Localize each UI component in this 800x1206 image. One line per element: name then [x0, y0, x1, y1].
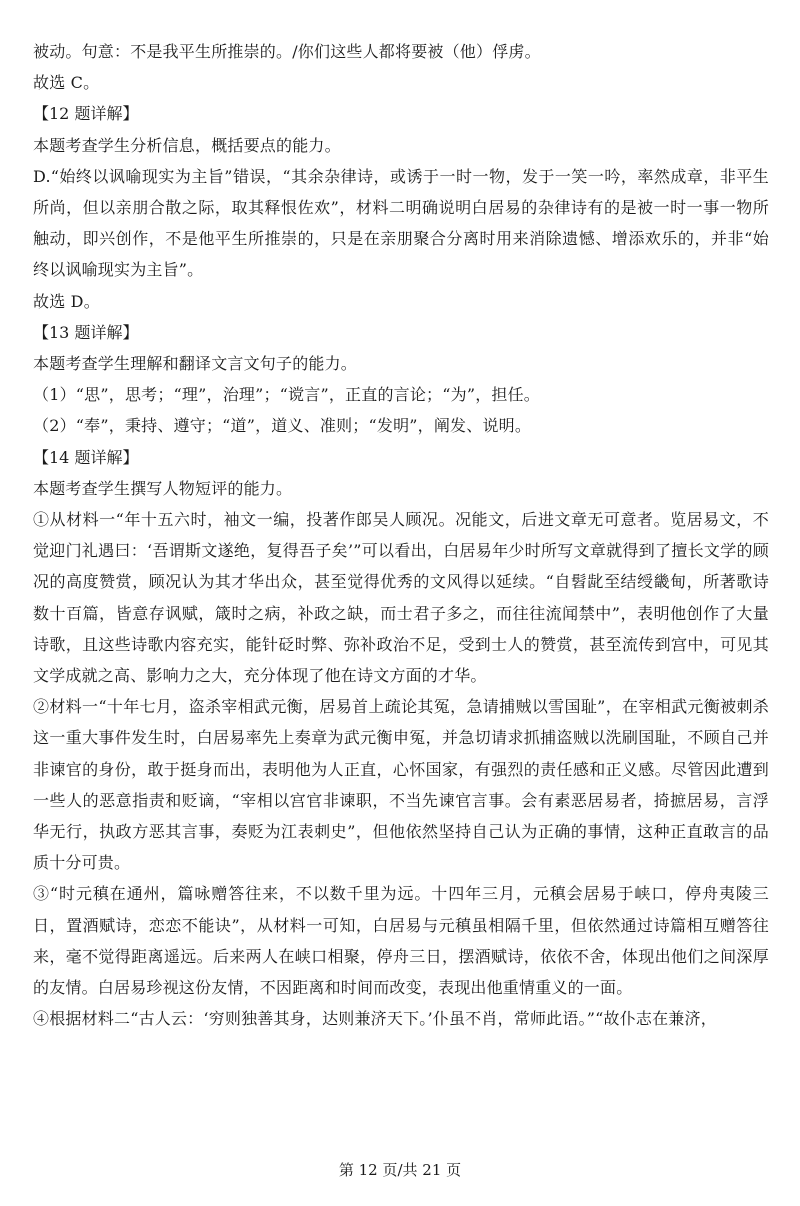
page-footer: [0, 1158, 800, 1182]
paragraph: 故选 C。: [33, 73, 100, 93]
document-body: [33, 36, 769, 1035]
paragraph: 本题考查学生分析信息，概括要点的能力。: [33, 135, 341, 155]
paragraph: 被动。句意：不是我平生所推崇的。/你们这些人都将要被（他）俘虏。: [33, 42, 541, 61]
section-heading: 【13 题详解】: [33, 322, 139, 342]
paragraph: D.“始终以讽喻现实为主旨”错误，“其余杂律诗，或诱于一时一物，发于一笑一吟，率然成章，非平生所尚，但以亲朋合散之际，取其释恨佐欢”，材料二明确说明白居易的杂律诗有的是被一时一事一物所触动，即兴创作，不是他平生所推崇的，只是在亲朋聚合分离时用来消除遗憾、增添欢乐的，并非“始终以讽喻现实为主旨”。: [33, 166, 769, 280]
paragraph: ④根据材料二“古人云：‘穷则独善其身，达则兼济天下。’仆虽不肖，常师此语。”“故仆志在兼济，: [33, 1009, 717, 1029]
section-heading: 【14 题详解】: [33, 447, 139, 467]
paragraph: ②材料一“十年七月，盗杀宰相武元衡，居易首上疏论其冤，急请捕贼以雪国耻”，在宰相武元衡被刺杀这一重大事件发生时，白居易率先上奏章为武元衡申冤，并急切请求抓捕盗贼以洗刷国耻，不顾自己并非谏官的身份，敢于挺身而出，表明他为人正直，心怀国家，有强烈的责任感和正义感。尽管因此遭到一些人的恶意指责和贬谪，“宰相以宫官非谏职，不当先谏官言事。会有素恶居易者，掎摭居易，言浮华无行，执政方恶其言事，奏贬为江表刺史”，但他依然坚持自己认为正确的事情，这种正直敢言的品质十分可贵。: [33, 697, 769, 873]
section-heading: 【12 题详解】: [33, 104, 139, 124]
paragraph: （2）“奉”，秉持、遵守；“道”，道义、准则；“发明”，阐发、说明。: [33, 416, 532, 436]
paragraph: （1）“思”，思考；“理”，治理”；“谠言”，正直的言论；“为”，担任。: [33, 385, 540, 405]
paragraph: 本题考查学生理解和翻译文言文句子的能力。: [33, 354, 358, 374]
paragraph: 本题考查学生撰写人物短评的能力。: [33, 478, 293, 498]
paragraph: ①从材料一“年十五六时，袖文一编，投著作郎吴人顾况。况能文，后进文章无可意者。览居易文，不觉迎门礼遇曰：‘吾谓斯文遂绝，复得吾子矣’”可以看出，白居易年少时所写文章就得到了擅长文学的顾况的高度赞赏，顾况认为其才华出众，甚至觉得优秀的文风得以延续。“自髫龀至结绶畿甸，所著歌诗数十百篇，皆意存讽赋，箴时之病，补政之缺，而士君子多之，而往往流闻禁中”，表明他创作了大量诗歌，且这些诗歌内容充实，能针砭时弊、弥补政治不足，受到士人的赞赏，甚至流传到宫中，可见其文学成就之高、影响力之大，充分体现了他在诗文方面的才华。: [33, 510, 769, 686]
paragraph: 故选 D。: [33, 291, 100, 311]
paragraph: ③“时元稹在通州，篇咏赠答往来，不以数千里为远。十四年三月，元稹会居易于峡口，停舟夷陵三日，置酒赋诗，恋恋不能诀”，从材料一可知，白居易与元稹虽相隔千里，但依然通过诗篇相互赠答往来，毫不觉得距离遥远。后来两人在峡口相聚，停舟三日，摆酒赋诗，依依不舍，体现出他们之间深厚的友情。白居易珍视这份友情，不因距离和时间而改变，表现出他重情重义的一面。: [33, 884, 769, 998]
page-number-label: 第 12 页/共 21 页: [338, 1161, 462, 1179]
